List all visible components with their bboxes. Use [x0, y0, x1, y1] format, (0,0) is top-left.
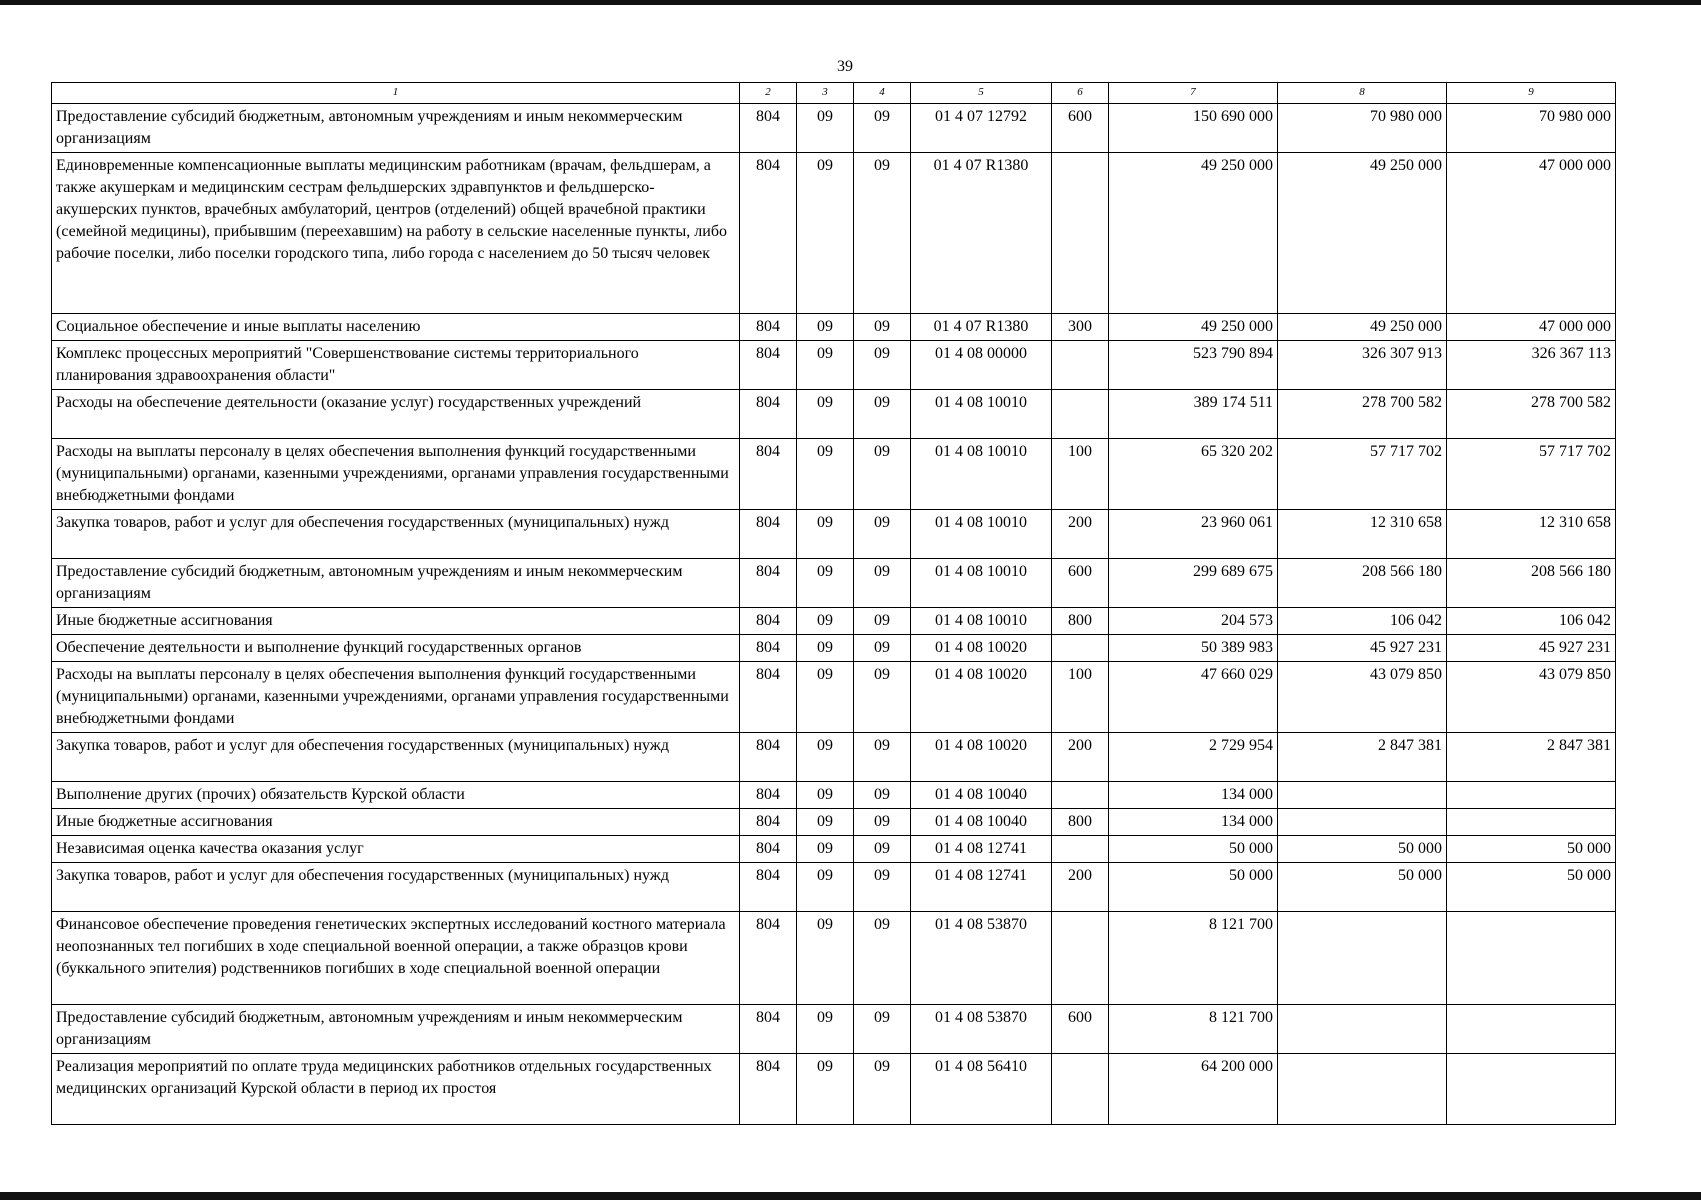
target-article-code: 01 4 08 56410 — [911, 1054, 1052, 1125]
ministry-code: 804 — [740, 314, 797, 341]
amount-col7: 49 250 000 — [1109, 153, 1278, 314]
column-number: 6 — [1052, 83, 1109, 104]
table-row — [52, 510, 1616, 559]
expense-type-code — [1052, 1054, 1109, 1125]
expense-type-code: 100 — [1052, 662, 1109, 733]
subsection-code: 09 — [854, 104, 911, 153]
subsection-code: 09 — [854, 836, 911, 863]
budget-table — [51, 82, 1616, 1125]
amount-col8: 50 000 — [1278, 863, 1447, 912]
section-code: 09 — [797, 559, 854, 608]
amount-col7: 23 960 061 — [1109, 510, 1278, 559]
expense-type-code: 200 — [1052, 733, 1109, 782]
target-article-code: 01 4 08 10010 — [911, 510, 1052, 559]
subsection-code: 09 — [854, 635, 911, 662]
section-code: 09 — [797, 390, 854, 439]
expense-type-code — [1052, 153, 1109, 314]
table-row — [52, 635, 1616, 662]
amount-col9 — [1447, 809, 1616, 836]
subsection-code: 09 — [854, 863, 911, 912]
expense-name: Иные бюджетные ассигнования — [52, 608, 740, 635]
target-article-code: 01 4 08 10010 — [911, 608, 1052, 635]
column-number: 5 — [911, 83, 1052, 104]
amount-col9: 57 717 702 — [1447, 439, 1616, 510]
ministry-code: 804 — [740, 809, 797, 836]
amount-col8 — [1278, 1005, 1447, 1054]
section-code: 09 — [797, 863, 854, 912]
expense-name: Обеспечение деятельности и выполнение функций государственных органов — [52, 635, 740, 662]
amount-col7: 134 000 — [1109, 782, 1278, 809]
target-article-code: 01 4 08 10040 — [911, 809, 1052, 836]
section-code: 09 — [797, 314, 854, 341]
amount-col8: 70 980 000 — [1278, 104, 1447, 153]
table-row — [52, 1054, 1616, 1125]
table-row — [52, 104, 1616, 153]
column-number: 3 — [797, 83, 854, 104]
amount-col9: 47 000 000 — [1447, 314, 1616, 341]
amount-col9: 2 847 381 — [1447, 733, 1616, 782]
ministry-code: 804 — [740, 635, 797, 662]
expense-type-code — [1052, 341, 1109, 390]
column-number-row — [52, 83, 1616, 104]
table-body — [52, 104, 1616, 1125]
amount-col8 — [1278, 912, 1447, 1005]
ministry-code: 804 — [740, 439, 797, 510]
expense-type-code — [1052, 782, 1109, 809]
expense-type-code — [1052, 635, 1109, 662]
expense-type-code: 200 — [1052, 510, 1109, 559]
expense-type-code: 300 — [1052, 314, 1109, 341]
amount-col8: 106 042 — [1278, 608, 1447, 635]
expense-name: Расходы на обеспечение деятельности (оказание услуг) государственных учреждений — [52, 390, 740, 439]
target-article-code: 01 4 08 53870 — [911, 1005, 1052, 1054]
expense-type-code — [1052, 836, 1109, 863]
amount-col9: 208 566 180 — [1447, 559, 1616, 608]
expense-name: Выполнение других (прочих) обязательств Курской области — [52, 782, 740, 809]
table-row — [52, 809, 1616, 836]
expense-name: Единовременные компенсационные выплаты медицинским работникам (врачам, фельдшерам, а также акушеркам и медицинским сестрам фельдшерских здравпунктов и фельдшерско-акушерских пунктов, врачебных амбулаторий, центров (отделений) общей врачебной практики (семейной медицины), прибывшим (переехавшим) на работу в сельские населенные пункты, либо рабочие поселки, либо поселки городского типа, либо города с населением до 50 тысяч человек — [52, 153, 740, 314]
section-code: 09 — [797, 510, 854, 559]
ministry-code: 804 — [740, 390, 797, 439]
expense-type-code: 800 — [1052, 608, 1109, 635]
expense-name: Закупка товаров, работ и услуг для обеспечения государственных (муниципальных) нужд — [52, 733, 740, 782]
section-code: 09 — [797, 809, 854, 836]
amount-col7: 8 121 700 — [1109, 912, 1278, 1005]
table-row — [52, 341, 1616, 390]
expense-name: Предоставление субсидий бюджетным, автономным учреждениям и иным некоммерческим организациям — [52, 104, 740, 153]
table-row — [52, 733, 1616, 782]
subsection-code: 09 — [854, 559, 911, 608]
section-code: 09 — [797, 635, 854, 662]
table-row — [52, 439, 1616, 510]
column-number: 2 — [740, 83, 797, 104]
subsection-code: 09 — [854, 510, 911, 559]
subsection-code: 09 — [854, 390, 911, 439]
subsection-code: 09 — [854, 341, 911, 390]
amount-col8: 43 079 850 — [1278, 662, 1447, 733]
expense-name: Реализация мероприятий по оплате труда медицинских работников отдельных государственных медицинских организаций Курской области в период их простоя — [52, 1054, 740, 1125]
amount-col7: 150 690 000 — [1109, 104, 1278, 153]
section-code: 09 — [797, 733, 854, 782]
amount-col9: 43 079 850 — [1447, 662, 1616, 733]
subsection-code: 09 — [854, 782, 911, 809]
amount-col7: 8 121 700 — [1109, 1005, 1278, 1054]
amount-col9: 12 310 658 — [1447, 510, 1616, 559]
amount-col8: 49 250 000 — [1278, 314, 1447, 341]
subsection-code: 09 — [854, 1005, 911, 1054]
ministry-code: 804 — [740, 153, 797, 314]
ministry-code: 804 — [740, 510, 797, 559]
table-row — [52, 153, 1616, 314]
subsection-code: 09 — [854, 809, 911, 836]
amount-col9: 47 000 000 — [1447, 153, 1616, 314]
column-number: 1 — [52, 83, 740, 104]
ministry-code: 804 — [740, 104, 797, 153]
expense-type-code: 600 — [1052, 559, 1109, 608]
table-row — [52, 390, 1616, 439]
amount-col9: 278 700 582 — [1447, 390, 1616, 439]
ministry-code: 804 — [740, 662, 797, 733]
amount-col7: 47 660 029 — [1109, 662, 1278, 733]
ministry-code: 804 — [740, 608, 797, 635]
table-row — [52, 782, 1616, 809]
section-code: 09 — [797, 439, 854, 510]
amount-col7: 204 573 — [1109, 608, 1278, 635]
expense-name: Закупка товаров, работ и услуг для обеспечения государственных (муниципальных) нужд — [52, 510, 740, 559]
amount-col8: 326 307 913 — [1278, 341, 1447, 390]
expense-name: Финансовое обеспечение проведения генетических экспертных исследований костного материала неопознанных тел погибших в ходе специальной военной операции, а также образцов крови (буккального эпителия) родственников погибших в ходе специальной военной операции — [52, 912, 740, 1005]
column-number: 7 — [1109, 83, 1278, 104]
target-article-code: 01 4 08 10010 — [911, 559, 1052, 608]
table-row — [52, 608, 1616, 635]
table-row — [52, 559, 1616, 608]
target-article-code: 01 4 08 10020 — [911, 662, 1052, 733]
expense-type-code: 100 — [1052, 439, 1109, 510]
table-row — [52, 863, 1616, 912]
amount-col7: 50 000 — [1109, 863, 1278, 912]
ministry-code: 804 — [740, 1005, 797, 1054]
section-code: 09 — [797, 1054, 854, 1125]
amount-col9 — [1447, 1005, 1616, 1054]
ministry-code: 804 — [740, 341, 797, 390]
section-code: 09 — [797, 836, 854, 863]
amount-col7: 65 320 202 — [1109, 439, 1278, 510]
expense-name: Комплекс процессных мероприятий "Совершенствование системы территориального планирования здравоохранения области" — [52, 341, 740, 390]
amount-col8: 12 310 658 — [1278, 510, 1447, 559]
expense-type-code: 600 — [1052, 1005, 1109, 1054]
table-row — [52, 314, 1616, 341]
target-article-code: 01 4 08 12741 — [911, 836, 1052, 863]
amount-col8: 45 927 231 — [1278, 635, 1447, 662]
subsection-code: 09 — [854, 439, 911, 510]
target-article-code: 01 4 08 10040 — [911, 782, 1052, 809]
target-article-code: 01 4 07 R1380 — [911, 153, 1052, 314]
target-article-code: 01 4 07 R1380 — [911, 314, 1052, 341]
amount-col7: 2 729 954 — [1109, 733, 1278, 782]
ministry-code: 804 — [740, 559, 797, 608]
target-article-code: 01 4 08 53870 — [911, 912, 1052, 1005]
target-article-code: 01 4 07 12792 — [911, 104, 1052, 153]
amount-col8 — [1278, 1054, 1447, 1125]
scan-border-top — [0, 0, 1701, 5]
amount-col7: 299 689 675 — [1109, 559, 1278, 608]
expense-type-code: 600 — [1052, 104, 1109, 153]
subsection-code: 09 — [854, 314, 911, 341]
expense-name: Предоставление субсидий бюджетным, автономным учреждениям и иным некоммерческим организациям — [52, 559, 740, 608]
table-row — [52, 836, 1616, 863]
target-article-code: 01 4 08 00000 — [911, 341, 1052, 390]
amount-col7: 50 389 983 — [1109, 635, 1278, 662]
subsection-code: 09 — [854, 608, 911, 635]
expense-type-code — [1052, 912, 1109, 1005]
scan-border-bottom — [0, 1192, 1701, 1200]
expense-name: Расходы на выплаты персоналу в целях обеспечения выполнения функций государственными (муниципальными) органами, казенными учреждениями, органами управления государственными внебюджетными фондами — [52, 662, 740, 733]
section-code: 09 — [797, 341, 854, 390]
amount-col7: 389 174 511 — [1109, 390, 1278, 439]
expense-type-code: 800 — [1052, 809, 1109, 836]
expense-name: Расходы на выплаты персоналу в целях обеспечения выполнения функций государственными (муниципальными) органами, казенными учреждениями, органами управления государственными внебюджетными фондами — [52, 439, 740, 510]
table-row — [52, 662, 1616, 733]
target-article-code: 01 4 08 10020 — [911, 733, 1052, 782]
amount-col7: 523 790 894 — [1109, 341, 1278, 390]
amount-col7: 134 000 — [1109, 809, 1278, 836]
ministry-code: 804 — [740, 782, 797, 809]
subsection-code: 09 — [854, 662, 911, 733]
table-row — [52, 912, 1616, 1005]
section-code: 09 — [797, 662, 854, 733]
expense-type-code — [1052, 390, 1109, 439]
amount-col8: 2 847 381 — [1278, 733, 1447, 782]
ministry-code: 804 — [740, 733, 797, 782]
amount-col7: 64 200 000 — [1109, 1054, 1278, 1125]
expense-name: Иные бюджетные ассигнования — [52, 809, 740, 836]
table-row — [52, 1005, 1616, 1054]
expense-name: Независимая оценка качества оказания услуг — [52, 836, 740, 863]
subsection-code: 09 — [854, 1054, 911, 1125]
target-article-code: 01 4 08 12741 — [911, 863, 1052, 912]
expense-type-code: 200 — [1052, 863, 1109, 912]
section-code: 09 — [797, 912, 854, 1005]
expense-name: Закупка товаров, работ и услуг для обеспечения государственных (муниципальных) нужд — [52, 863, 740, 912]
amount-col8: 49 250 000 — [1278, 153, 1447, 314]
amount-col8: 50 000 — [1278, 836, 1447, 863]
amount-col8: 208 566 180 — [1278, 559, 1447, 608]
ministry-code: 804 — [740, 912, 797, 1005]
amount-col9: 50 000 — [1447, 836, 1616, 863]
section-code: 09 — [797, 153, 854, 314]
amount-col9: 50 000 — [1447, 863, 1616, 912]
ministry-code: 804 — [740, 1054, 797, 1125]
subsection-code: 09 — [854, 733, 911, 782]
amount-col7: 50 000 — [1109, 836, 1278, 863]
amount-col9: 70 980 000 — [1447, 104, 1616, 153]
amount-col9 — [1447, 782, 1616, 809]
section-code: 09 — [797, 608, 854, 635]
amount-col9: 45 927 231 — [1447, 635, 1616, 662]
target-article-code: 01 4 08 10010 — [911, 439, 1052, 510]
column-number: 8 — [1278, 83, 1447, 104]
page-number: 39 — [837, 58, 853, 75]
ministry-code: 804 — [740, 836, 797, 863]
amount-col9: 326 367 113 — [1447, 341, 1616, 390]
expense-name: Социальное обеспечение и иные выплаты населению — [52, 314, 740, 341]
amount-col9: 106 042 — [1447, 608, 1616, 635]
amount-col8 — [1278, 809, 1447, 836]
amount-col8: 57 717 702 — [1278, 439, 1447, 510]
section-code: 09 — [797, 1005, 854, 1054]
expense-name: Предоставление субсидий бюджетным, автономным учреждениям и иным некоммерческим организациям — [52, 1005, 740, 1054]
column-number: 9 — [1447, 83, 1616, 104]
subsection-code: 09 — [854, 153, 911, 314]
target-article-code: 01 4 08 10020 — [911, 635, 1052, 662]
section-code: 09 — [797, 104, 854, 153]
column-number: 4 — [854, 83, 911, 104]
amount-col8: 278 700 582 — [1278, 390, 1447, 439]
subsection-code: 09 — [854, 912, 911, 1005]
amount-col8 — [1278, 782, 1447, 809]
section-code: 09 — [797, 782, 854, 809]
amount-col9 — [1447, 1054, 1616, 1125]
amount-col7: 49 250 000 — [1109, 314, 1278, 341]
amount-col9 — [1447, 912, 1616, 1005]
target-article-code: 01 4 08 10010 — [911, 390, 1052, 439]
ministry-code: 804 — [740, 863, 797, 912]
